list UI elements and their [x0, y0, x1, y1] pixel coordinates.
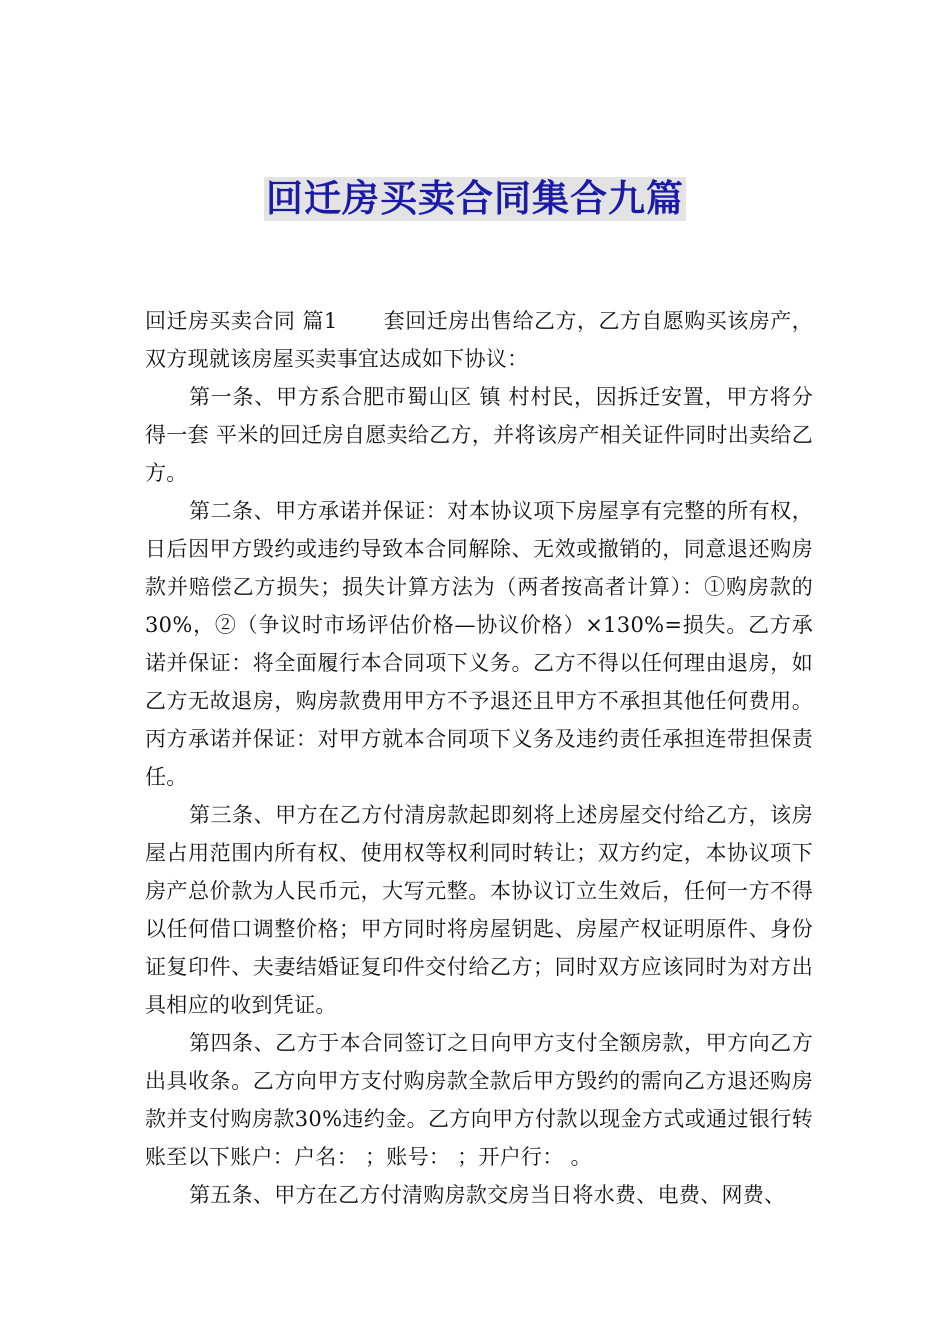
paragraph-article-1: 第一条、甲方系合肥市蜀山区 镇 村村民，因拆迁安置，甲方将分得一套 平米的回迁房自愿卖给乙方，并将该房产相关证件同时出卖给乙方。 [145, 385, 813, 485]
section-heading: 回迁房买卖合同 篇1 [145, 309, 338, 333]
paragraph-intro [145, 302, 813, 378]
document-body [145, 302, 813, 1214]
paragraph-article-3: 第三条、甲方在乙方付清房款起即刻将上述房屋交付给乙方，该房屋占用范围内所有权、使用权等权利同时转让；双方约定，本协议项下房产总价款为人民币元，大写元整。本协议订立生效后，任何一方不得以任何借口调整价格；甲方同时将房屋钥匙、房屋产权证明原件、身份证复印件、夫妻结婚证复印件交付给乙方；同时双方应该同时为对方出具相应的收到凭证。 [145, 803, 813, 1017]
paragraph-article-2: 第二条、甲方承诺并保证：对本协议项下房屋享有完整的所有权，日后因甲方毁约或违约导致本合同解除、无效或撤销的，同意退还购房款并赔偿乙方损失；损失计算方法为（两者按高者计算）：①购房款的30%，②（争议时市场评估价格—协议价格）×130%=损失。乙方承诺并保证：将全面履行本合同项下义务。乙方不得以任何理由退房，如乙方无故退房，购房款费用甲方不予退还且甲方不承担其他任何费用。丙方承诺并保证：对甲方就本合同项下义务及违约责任承担连带担保责任。 [145, 499, 813, 789]
document-title: 回迁房买卖合同集合九篇 [266, 177, 684, 220]
title-container [0, 177, 950, 221]
paragraph-article-4: 第四条、乙方于本合同签订之日向甲方支付全额房款，甲方向乙方出具收条。乙方向甲方支付购房款全款后甲方毁约的需向乙方退还购房款并支付购房款30%违约金。乙方向甲方付款以现金方式或通过银行转账至以下账户：户名： ；账号： ；开户行： 。 [145, 1031, 813, 1169]
paragraph-text: 套回迁房出售给乙方，乙方自愿购买该房产，双方现就该房屋买卖事宜达成如下协议： [145, 309, 813, 371]
paragraph-article-5: 第五条、甲方在乙方付清购房款交房当日将水费、电费、网费、 [189, 1183, 786, 1207]
